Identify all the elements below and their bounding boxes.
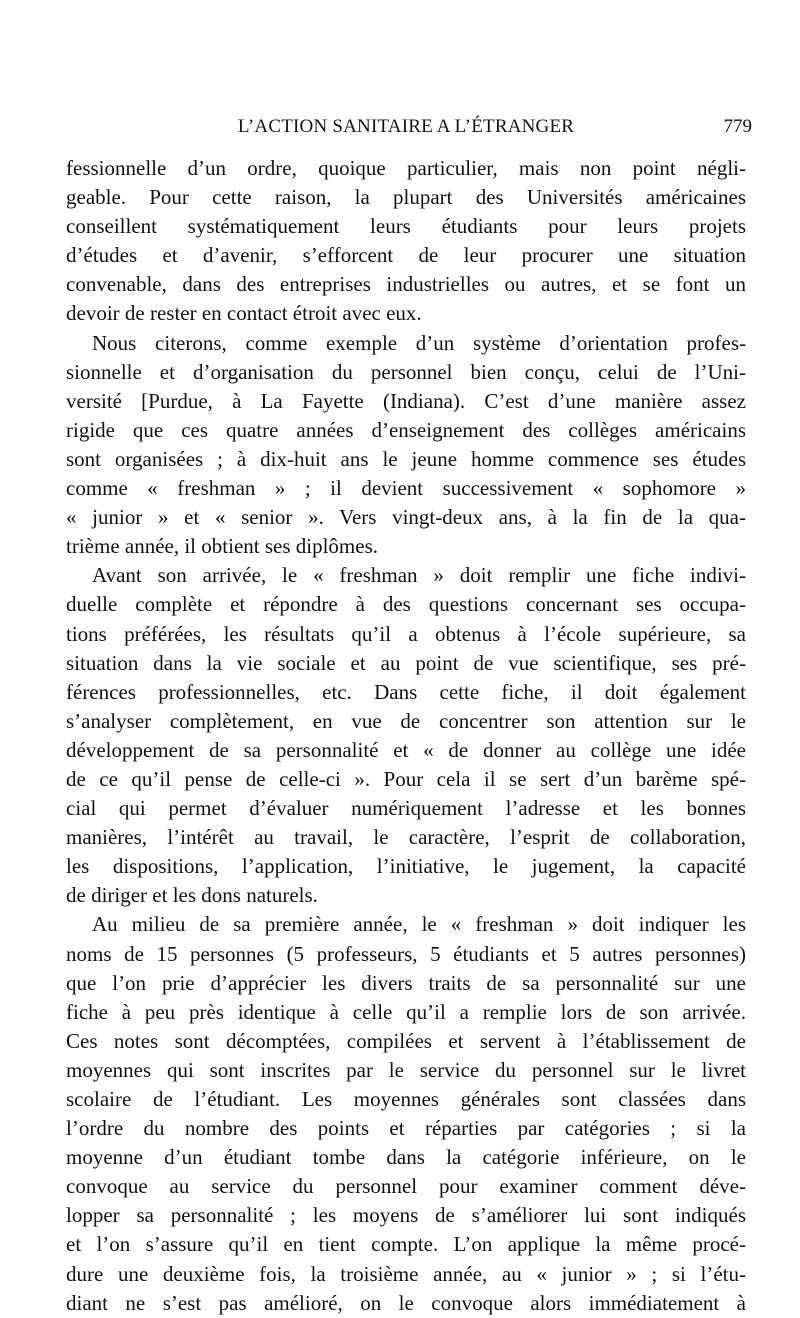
text-line: d’études et d’avenir, s’efforcent de leur procurer une situation xyxy=(66,243,746,268)
paragraph xyxy=(66,561,746,910)
text-line: devoir de rester en contact étroit avec eux. xyxy=(66,301,422,326)
text-line: situation dans la vie sociale et au point de vue scientifique, ses pré- xyxy=(66,650,746,675)
body-text xyxy=(66,154,746,1318)
text-line: cial qui permet d’évaluer numériquement l’adresse et les bonnes xyxy=(66,796,746,821)
running-title: L’ACTION SANITAIRE A L’ÉTRANGER xyxy=(237,116,575,137)
running-head xyxy=(66,112,752,142)
text-line: dure une deuxième fois, la troisième année, au « junior » ; si l’étu- xyxy=(66,1261,746,1286)
text-line: trième année, il obtient ses diplômes. xyxy=(66,534,379,559)
text-line: noms de 15 personnes (5 professeurs, 5 étudiants et 5 autres personnes) xyxy=(66,941,746,966)
text-line: convoque au service du personnel pour examiner comment déve- xyxy=(66,1174,746,1199)
text-line: moyennes qui sont inscrites par le service du personnel sur le livret xyxy=(66,1057,746,1082)
text-line: les dispositions, l’application, l’initiative, le jugement, la capacité xyxy=(66,854,746,879)
text-line: de ce qu’il pense de celle-ci ». Pour cela il se sert d’un barème spé- xyxy=(66,766,746,791)
text-line: et l’on s’assure qu’il en tient compte. L’on applique la même procé- xyxy=(66,1232,746,1257)
text-line: versité [Purdue, à La Fayette (Indiana). C’est d’une manière assez xyxy=(66,388,746,413)
text-line: l’ordre du nombre des points et réparties par catégories ; si la xyxy=(66,1116,746,1141)
text-line: Nous citerons, comme exemple d’un système d’orientation profes- xyxy=(92,330,746,355)
text-line: Avant son arrivée, le « freshman » doit remplir une fiche indivi- xyxy=(92,563,746,588)
paragraph xyxy=(66,329,746,562)
text-line: sionnelle et d’organisation du personnel bien conçu, celui de l’Uni- xyxy=(66,359,746,384)
text-line: férences professionnelles, etc. Dans cette fiche, il doit également xyxy=(66,679,746,704)
text-line: sont organisées ; à dix-huit ans le jeune homme commence ses études xyxy=(66,446,746,471)
text-line: moyenne d’un étudiant tombe dans la catégorie inférieure, on le xyxy=(66,1145,746,1170)
text-line: fiche à peu près identique à celle qu’il a remplie lors de son arrivée. xyxy=(66,999,746,1024)
text-line: Ces notes sont décomptées, compilées et servent à l’établissement de xyxy=(66,1028,746,1053)
paragraph xyxy=(66,154,746,329)
text-line: manières, l’intérêt au travail, le caractère, l’esprit de collaboration, xyxy=(66,825,746,850)
text-line: développement de sa personnalité et « de donner au collège une idée xyxy=(66,737,746,762)
text-line: s’analyser complètement, en vue de concentrer son attention sur le xyxy=(66,708,746,733)
paragraph xyxy=(66,910,746,1317)
text-line: diant ne s’est pas amélioré, on le convoque alors immédiatement à xyxy=(66,1290,746,1315)
text-line: Au milieu de sa première année, le « freshman » doit indiquer les xyxy=(92,912,746,937)
text-line: lopper sa personnalité ; les moyens de s’améliorer lui sont indiqués xyxy=(66,1203,746,1228)
text-line: fessionnelle d’un ordre, quoique particulier, mais non point négli- xyxy=(66,156,746,180)
text-line: scolaire de l’étudiant. Les moyennes générales sont classées dans xyxy=(66,1087,746,1111)
text-line: comme « freshman » ; il devient successivement « sophomore » xyxy=(66,476,746,501)
text-line: de diriger et les dons naturels. xyxy=(66,883,318,908)
page-number: 779 xyxy=(723,116,752,137)
text-line: tions préférées, les résultats qu’il a obtenus à l’école supérieure, sa xyxy=(66,621,746,646)
text-line: rigide que ces quatre années d’enseignement des collèges américains xyxy=(66,417,746,442)
text-line: geable. Pour cette raison, la plupart des Universités américaines xyxy=(66,185,746,210)
text-line: convenable, dans des entreprises industrielles ou autres, et se font un xyxy=(66,272,746,297)
text-line: conseillent systématiquement leurs étudiants pour leurs projets xyxy=(66,214,746,239)
text-line: duelle complète et répondre à des questions concernant ses occupa- xyxy=(66,592,746,617)
text-line: que l’on prie d’apprécier les divers traits de sa personnalité sur une xyxy=(66,970,746,995)
text-line: « junior » et « senior ». Vers vingt-deux ans, à la fin de la qua- xyxy=(66,505,746,530)
